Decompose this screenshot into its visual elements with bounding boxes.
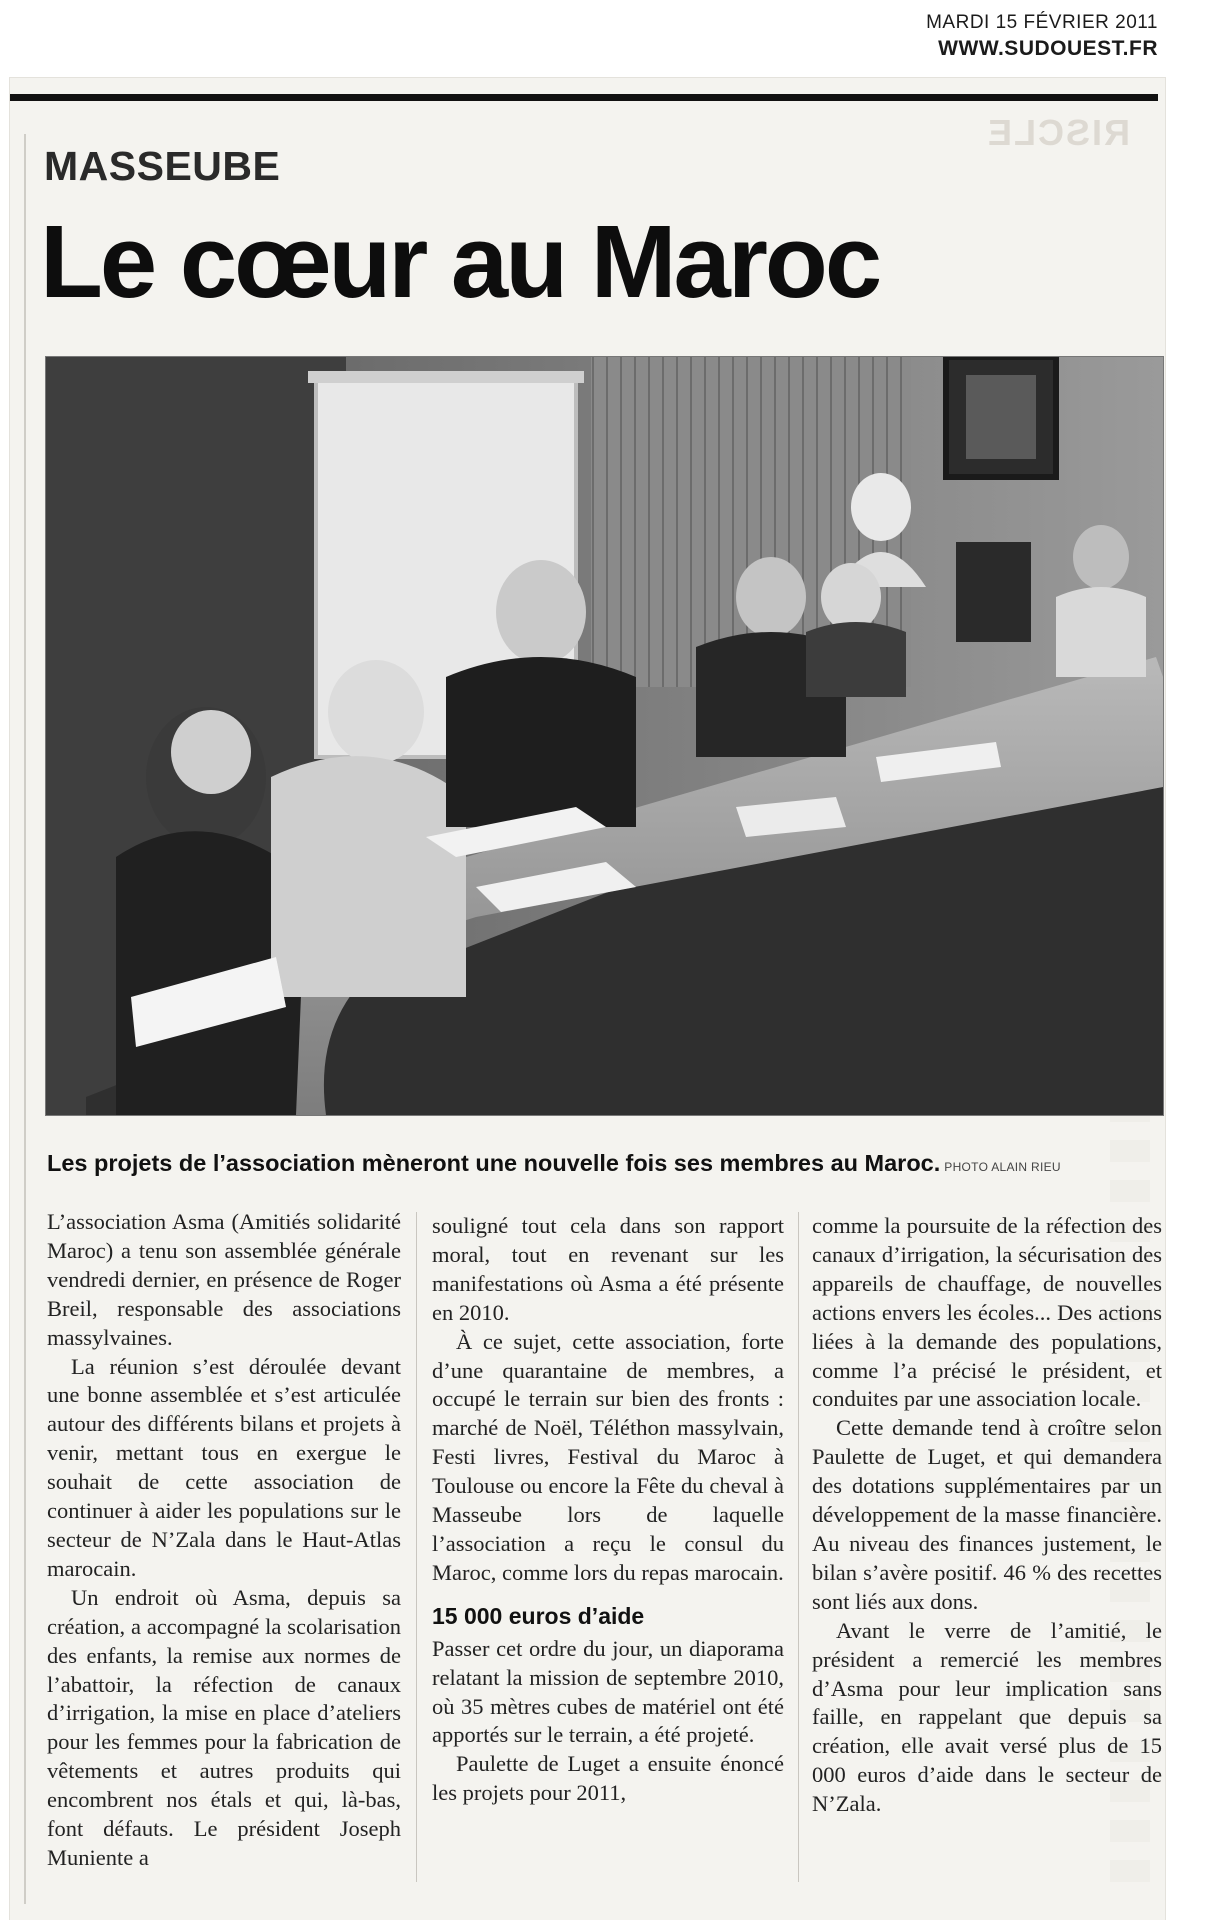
article-photo: [45, 356, 1164, 1116]
paragraph: Cette demande tend à croître selon Paulette de Luget, et qui demandera des dotations supplémentaires par un développement de la masse financière. Au niveau des finances justement, le bilan s’avère positif. 46 % des recettes sont liés aux dons.: [812, 1415, 1162, 1614]
paragraph: Paulette de Luget a ensuite énoncé les projets pour 2011,: [432, 1751, 784, 1806]
subheading: 15 000 euros d’aide: [432, 1602, 645, 1629]
article-column-1: [47, 1208, 401, 1873]
headline: Le cœur au Maroc: [40, 204, 880, 319]
masthead: [926, 10, 1158, 62]
section-kicker: MASSEUBE: [44, 143, 281, 189]
article-column-2: [432, 1212, 784, 1808]
article-column-3: [812, 1212, 1162, 1819]
paragraph: L’association Asma (Amitiés solidarité Maroc) a tenu son assemblée générale vendredi dernier, en présence de Roger Breil, responsable des associations massylvaines.: [47, 1209, 401, 1350]
paragraph: comme la poursuite de la réfection des canaux d’irrigation, la sécurisation des appareils de chauffage, de nouvelles actions envers les écoles... Des actions liées à la demande des populations, comme l’a précisé le président, et conduites par une association locale.: [812, 1213, 1162, 1412]
caption-text: Les projets de l’association mèneront une nouvelle fois ses membres au Maroc.: [47, 1150, 941, 1176]
column-divider: [798, 1212, 799, 1882]
photo-caption: [47, 1150, 1157, 1177]
paragraph: La réunion s’est déroulée devant une bonne assemblée et s’est articulée autour des différents bilans et projets à venir, mettant tous en exergue le souhait de cette association de continuer à aider les populations sur le secteur de N’Zala dans le Haut-Atlas marocain.: [47, 1353, 401, 1581]
paragraph: Avant le verre de l’amitié, le président a remercié les membres d’Asma pour leur implication sans faille, en rappelant que depuis sa création, elle avait versé plus de 15 000 euros d’aide dans le secteur de N’Zala.: [812, 1617, 1162, 1817]
paragraph: À ce sujet, cette association, forte d’une quarantaine de membres, a occupé le terrain sur bien des fronts : marché de Noël, Téléthon massylvain, Festi livres, Festival du Maroc à Toulouse ou encore la Fête du cheval à Masseube lors de laquelle l’association a reçu le consul du Maroc, comme lors du repas marocain.: [432, 1328, 784, 1585]
column-divider: [416, 1212, 417, 1882]
website: WWW.SUDOUEST.FR: [938, 37, 1158, 60]
photo-credit: PHOTO ALAIN RIEU: [944, 1160, 1061, 1174]
masthead-rule: [10, 94, 1158, 101]
bleed-through-text: RISCLE: [985, 112, 1130, 153]
meeting-photo-illustration: [46, 357, 1163, 1115]
paragraph: souligné tout cela dans son rapport moral, tout en revenant sur les manifestations où Asma a été présente en 2010.: [432, 1213, 784, 1325]
issue-date: MARDI 15 FÉVRIER 2011: [926, 12, 1158, 33]
paragraph: Un endroit où Asma, depuis sa création, a accompagné la scolarisation des enfants, la remise aux normes de l’abattoir, la réfection de canaux d’irrigation, la mise en place d’ateliers pour les femmes pour la fabrication de vêtements et autres produits qui encombrent nos étals et qui, là-bas, font défauts. Le président Joseph Muniente a: [47, 1584, 401, 1870]
left-column-rule: [24, 134, 26, 1904]
paragraph: Passer cet ordre du jour, un diaporama relatant la mission de septembre 2010, où 35 mètres cubes de matériel ont été apportés sur le terrain, a été projeté.: [432, 1635, 784, 1748]
